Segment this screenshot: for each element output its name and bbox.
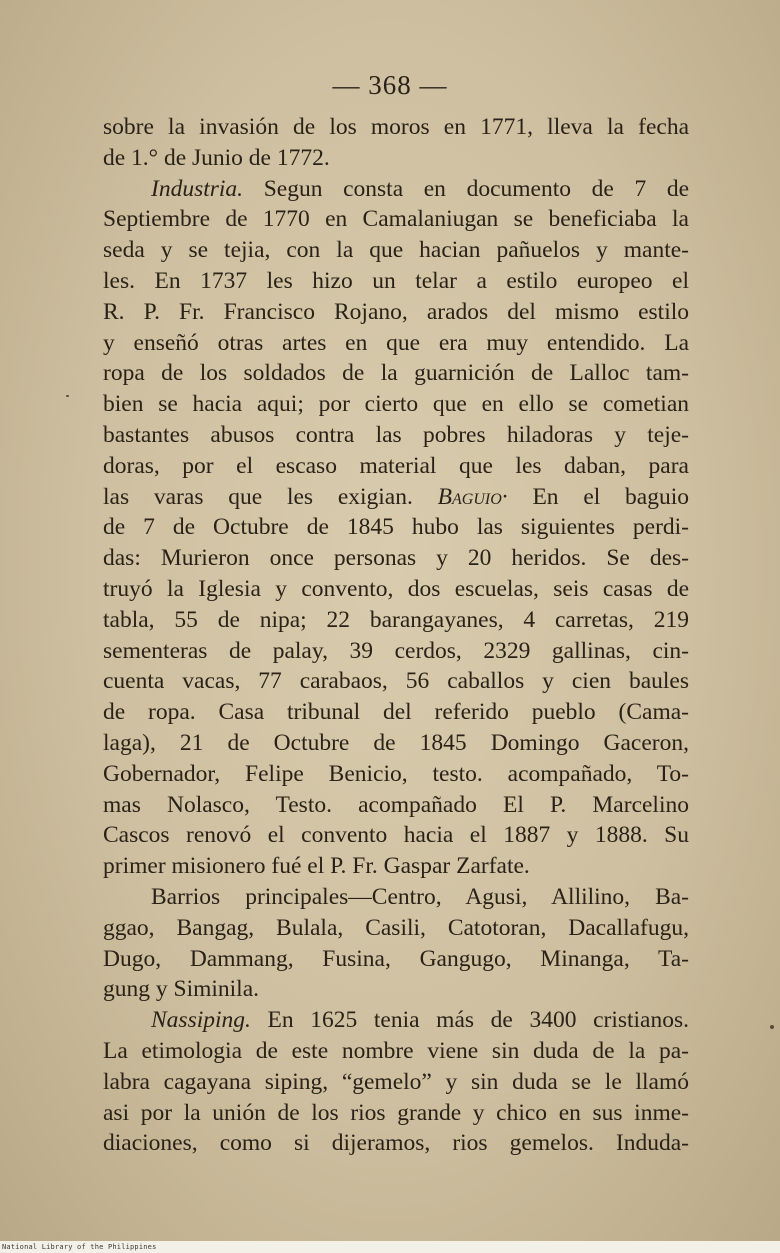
text-line: labra cagayana siping, “gemelo” y sin duda se le llamó	[103, 1068, 689, 1095]
paper-speck	[66, 395, 69, 397]
text-fragment: En 1625 tenia más de 3400 cristianos.	[267, 1007, 690, 1034]
paper-speck	[770, 1025, 774, 1029]
text-line: Gobernador, Felipe Benicio, testo. acompañado, To-	[103, 760, 689, 787]
body-text	[103, 112, 689, 1159]
text-fragment: En el baguio	[532, 483, 690, 510]
text-line: cuenta vacas, 77 carabaos, 56 caballos y cien baules	[103, 668, 689, 695]
text-line: Barrios principales—Centro, Agusi, Allilino, Ba-	[151, 883, 689, 910]
section-heading-nassiping: Nassiping.	[151, 1007, 251, 1034]
text-line: truyó la Iglesia y convento, dos escuelas, seis casas de	[103, 575, 689, 602]
text-line: das: Murieron once personas y 20 heridos. Se des-	[103, 545, 689, 572]
paragraph-barrios	[103, 882, 689, 1005]
text-line: Dugo, Dammang, Fusina, Gangugo, Minanga, Ta-	[103, 945, 689, 972]
text-fragment: Segun consta en documento de 7 de	[263, 175, 690, 202]
section-heading-baguio: Baguio·	[437, 483, 508, 510]
text-line: ropa de los soldados de la guarnición de Lalloc tam-	[103, 360, 689, 387]
text-line: les. En 1737 les hizo un telar a estilo europeo el	[103, 267, 689, 294]
paragraph-industria	[103, 174, 689, 882]
text-line: doras, por el escaso material que les daban, para	[103, 452, 689, 479]
text-line: mas Nolasco, Testo. acompañado El P. Marcelino	[103, 791, 689, 818]
paragraph-nassiping	[103, 1005, 689, 1159]
text-fragment: las varas que les exigian.	[103, 483, 413, 510]
text-line: Septiembre de 1770 en Camalaniugan se beneficiaba la	[103, 206, 689, 233]
section-heading-industria: Industria.	[151, 175, 244, 202]
text-line: asi por la unión de los rios grande y chico en sus inme-	[103, 1099, 689, 1126]
footer-credit: National Library of the Philippines	[2, 1243, 157, 1251]
text-line: Cascos renovó el convento hacia el 1887 y 1888. Su	[103, 822, 689, 849]
text-line: R. P. Fr. Francisco Rojano, arados del mismo estilo	[103, 298, 689, 325]
text-line	[103, 1005, 689, 1036]
text-line: gung y Siminila.	[103, 976, 260, 1003]
text-line	[103, 482, 689, 513]
paragraph-1	[103, 112, 689, 174]
text-line: La etimologia de este nombre viene sin duda de la pa-	[103, 1037, 689, 1064]
text-line: diaciones, como si dijeramos, rios gemelos. Induda-	[103, 1130, 689, 1157]
text-line: sobre la invasión de los moros en 1771, lleva la fecha	[103, 114, 689, 140]
text-line: tabla, 55 de nipa; 22 barangayanes, 4 carretas, 219	[103, 606, 689, 633]
text-line: sementeras de palay, 39 cerdos, 2329 gallinas, cin-	[103, 637, 689, 664]
text-line: bastantes abusos contra las pobres hiladoras y teje-	[103, 421, 689, 448]
text-line: de 7 de Octubre de 1845 hubo las siguientes perdi-	[103, 514, 689, 541]
text-line: seda y se tejia, con la que hacian pañuelos y mante-	[103, 237, 689, 264]
text-line: primer misionero fué el P. Fr. Gaspar Zarfate.	[103, 853, 530, 880]
page-number: — 368 —	[332, 70, 448, 100]
text-line: de 1.° de Junio de 1772.	[103, 144, 330, 171]
text-line: bien se hacia aqui; por cierto que en ello se cometian	[103, 391, 689, 418]
text-line: de ropa. Casa tribunal del referido pueblo (Cama-	[103, 699, 689, 726]
text-line: y enseñó otras artes en que era muy entendido. La	[103, 329, 689, 356]
text-line: laga), 21 de Octubre de 1845 Domingo Gaceron,	[103, 729, 689, 756]
text-line: ggao, Bangag, Bulala, Casili, Catotoran, Dacallafugu,	[103, 914, 689, 941]
text-line	[103, 174, 689, 205]
